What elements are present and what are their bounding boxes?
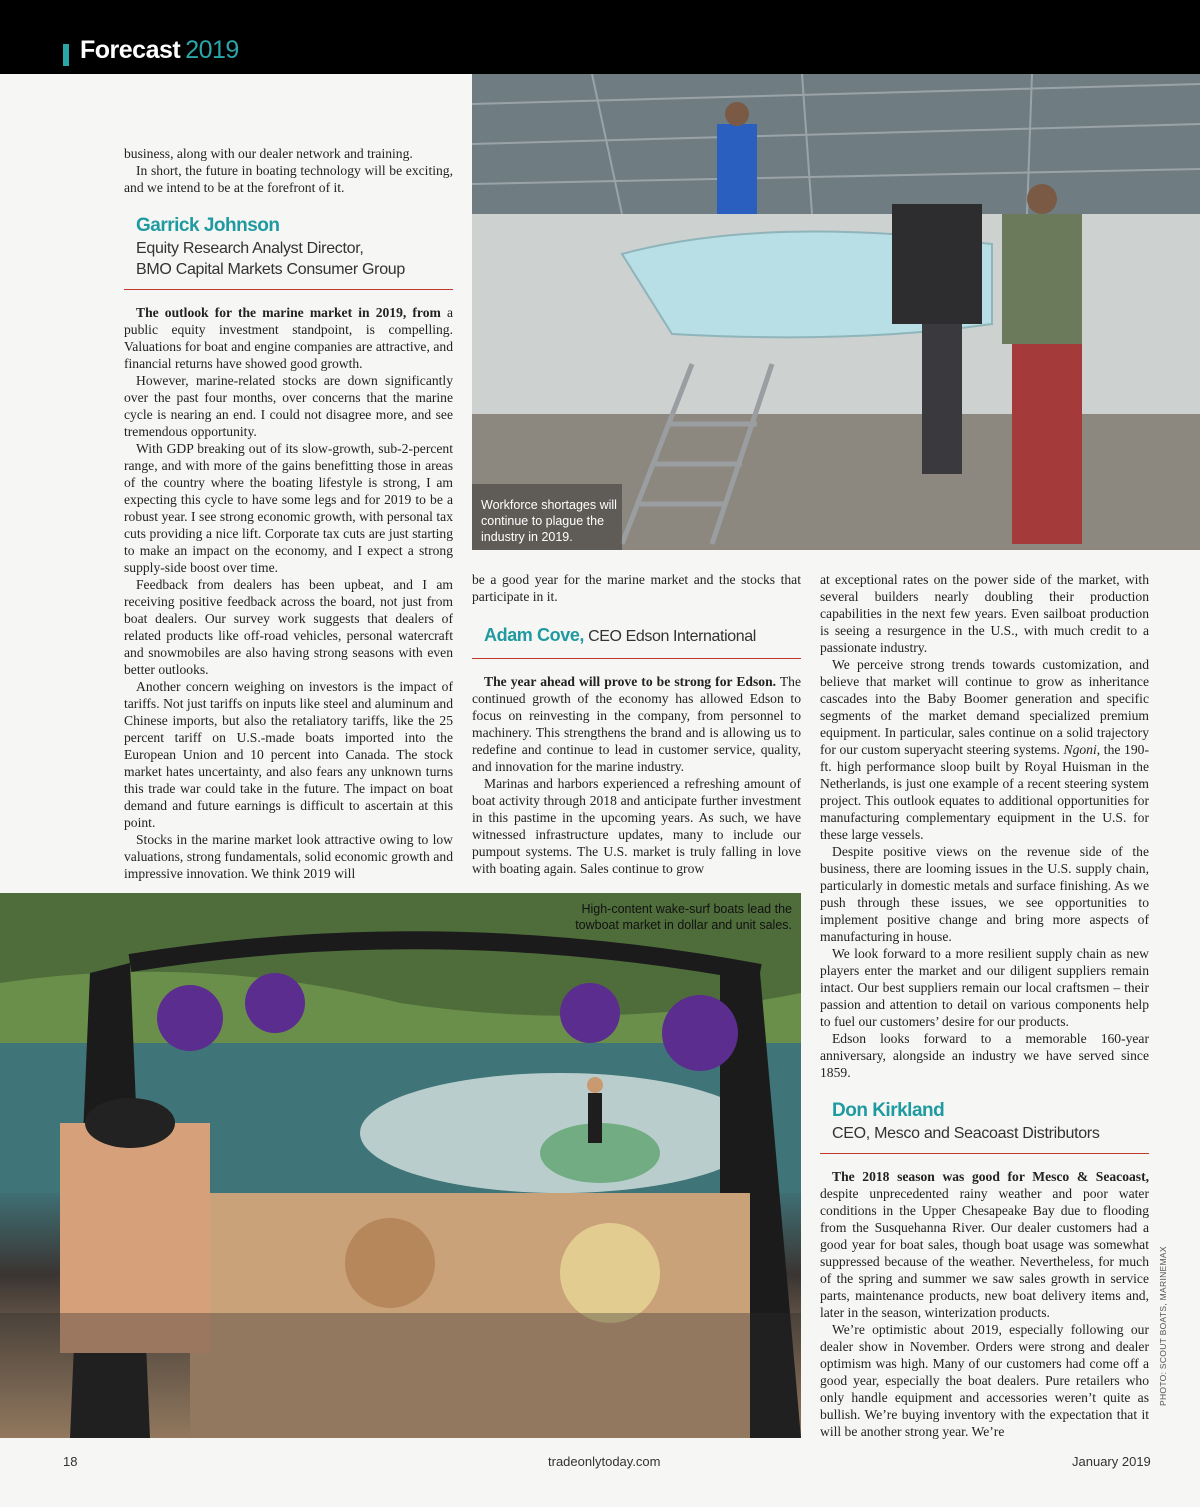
- vessel-name: Ngoni: [1063, 742, 1097, 757]
- header-bar: [0, 0, 1200, 74]
- section-year: 2019: [185, 36, 239, 64]
- paragraph: In short, the future in boating technology will be exciting, and we intend to be at the forefront of it.: [124, 163, 453, 195]
- paragraph: business, along with our dealer network and training.: [124, 146, 413, 161]
- lead-paragraph: The 2018 season was good for Mesco & Seacoast, despite unprecedented rainy weather and poor water conditions in the Upper Chesapeake Bay due to flooding from the Susquehanna River. Our dealer customers had a good year for boat sales, though boat usage was somewhat suppressed because of the weather. Nevertheless, for much of the spring and summer we saw sales growth in service parts, maintenance products, new boat delivery items and, later in the season, winterization products.: [820, 1169, 1149, 1320]
- paragraph: We’re optimistic about 2019, especially following our dealer show in November. Orders were strong and dealer optimism was high. Many of our customers had come off a good year, especially the boat dealers. Pure retailers who only handle equipment and accessories weren’t quite as bullish. We’re buying inventory with the expectation that it will be another strong year. We’re: [820, 1322, 1149, 1439]
- workshop-caption: Workforce shortages will continue to plague the industry in 2019.: [481, 498, 617, 544]
- wakesurf-photo: [0, 893, 801, 1438]
- author-heading: [472, 623, 801, 649]
- author-role: BMO Capital Markets Consumer Group: [136, 261, 406, 278]
- author-role: CEO Edson International: [584, 628, 756, 645]
- page-number: 18: [63, 1454, 78, 1469]
- section-accent-mark: [63, 44, 69, 66]
- column-3: [820, 571, 1149, 1440]
- footer-site: tradeonlytoday.com: [548, 1454, 661, 1469]
- paragraph: at exceptional rates on the power side of the market, with several builders nearly doubling their production capabilities in the next few years. Even sailboat production is seeing a resurgence in the U.S., with much credit to a passionate industry.: [820, 572, 1149, 655]
- author-name: Don Kirkland: [832, 1100, 945, 1121]
- paragraph: Edson looks forward to a memorable 160-year anniversary, alongside an industry we have served since 1859.: [820, 1031, 1149, 1080]
- photo-credit: PHOTO: SCOUT BOATS, MARINEMAX: [1158, 1246, 1168, 1406]
- author-role: Equity Research Analyst Director,: [136, 240, 364, 257]
- workshop-illustration: [472, 74, 1200, 550]
- paragraph: We perceive strong trends towards customization, and believe that market will continue to grow as inheritance cascades into the Baby Boomer generation and specific segments of the market demand specialized premium equipment. In particular, sales continue on a solid trajectory for our custom superyacht steering systems. Ngoni, the 190-ft. high performance sloop built by Royal Huisman in the Netherlands, is just one example of a recent steering system project. This outlook equates to additional opportunities for manufacturing complementary equipment in the U.S. for these large vessels.: [820, 657, 1149, 842]
- paragraph: However, marine-related stocks are down significantly over the past four months, over concerns that the marine cycle is nearing an end. I could not disagree more, and see tremendous opportunity.: [124, 373, 453, 439]
- lead-paragraph: The outlook for the marine market in 2019, from a public equity investment standpoint, is compelling. Valuations for boat and engine companies are attractive, and financial returns have showed good growth.: [124, 305, 453, 371]
- paragraph: Despite positive views on the revenue side of the business, there are looming issues in the U.S. supply chain, particularly in domestic metals and surface finishing. As we push through these issues, we see opportunities to implement positive change and bring more aspects of manufacturing in house.: [820, 844, 1149, 944]
- paragraph: Another concern weighing on investors is the impact of tariffs. Not just tariffs on inputs like steel and aluminum and Chinese imports, but also the retaliatory tariffs, like the 25 percent tariff on U.S.-made boats imported into the European Union and 10 percent into Canada. The stock market hates uncertainty, and also fears any unknown turns this trade war could take in the future. The impact on boat demand and future earnings is difficult to ascertain at this point.: [124, 679, 453, 830]
- divider-rule: [820, 1153, 1149, 1154]
- paragraph: We look forward to a more resilient supply chain as new players enter the market and our diligent suppliers remain intact. Our best suppliers remain our local craftsmen – their passion and attention to detail on various components help to fuel our customers’ desire for our products.: [820, 946, 1149, 1029]
- paragraph: With GDP breaking out of its slow-growth, sub-2-percent range, and with more of the gains benefitting those in areas of the country where the boating lifestyle is strong, I am expecting this cycle to have some legs and for 2019 to be a robust year. I see strong economic growth, with personal tax cuts providing a nice lift. Corporate tax cuts are just starting to make an impact on the economy, and I expect a strong supply-side boost over time.: [124, 441, 453, 575]
- section-title: Forecast 2019: [80, 36, 239, 64]
- paragraph: be a good year for the marine market and the stocks that participate in it.: [472, 572, 801, 604]
- wakesurf-caption: High-content wake-surf boats lead the towboat market in dollar and unit sales.: [575, 902, 792, 932]
- footer-date: January 2019: [1072, 1454, 1151, 1469]
- column-1: [124, 145, 453, 882]
- paragraph: Stocks in the marine market look attractive owing to low valuations, strong fundamentals, solid economic growth and impressive innovation. We think 2019 will: [124, 832, 453, 881]
- author-name: Garrick Johnson: [136, 215, 280, 236]
- paragraph: Marinas and harbors experienced a refreshing amount of boat activity through 2018 and anticipate further investment in this pastime in the upcoming years. As such, we have witnessed infrastructure updates, many to include our pumpout systems. The U.S. market is truly falling in love with boating again. Sales continue to grow: [472, 776, 801, 876]
- wakesurf-illustration: [0, 893, 801, 1438]
- paragraph: Feedback from dealers has been upbeat, and I am receiving positive feedback across the board, not just from boat dealers. Our survey work suggests that dealers of related products like off-road vehicles, personal watercraft and snowmobiles are also having strong seasons with even better outlooks.: [124, 577, 453, 677]
- column-2: [472, 571, 801, 877]
- lead-paragraph: The year ahead will prove to be strong for Edson. The continued growth of the economy has allowed Edson to focus on reinvesting in the company, from personnel to machinery. This strengthens the brand and is allowing us to redefine and continue to lead in customer service, quality, and innovation for the marine industry.: [472, 674, 801, 774]
- workshop-photo: [472, 74, 1200, 550]
- author-name: Adam Cove,: [484, 625, 585, 645]
- divider-rule: [124, 289, 453, 290]
- divider-rule: [472, 658, 801, 659]
- author-role: CEO, Mesco and Seacoast Distributors: [832, 1125, 1100, 1142]
